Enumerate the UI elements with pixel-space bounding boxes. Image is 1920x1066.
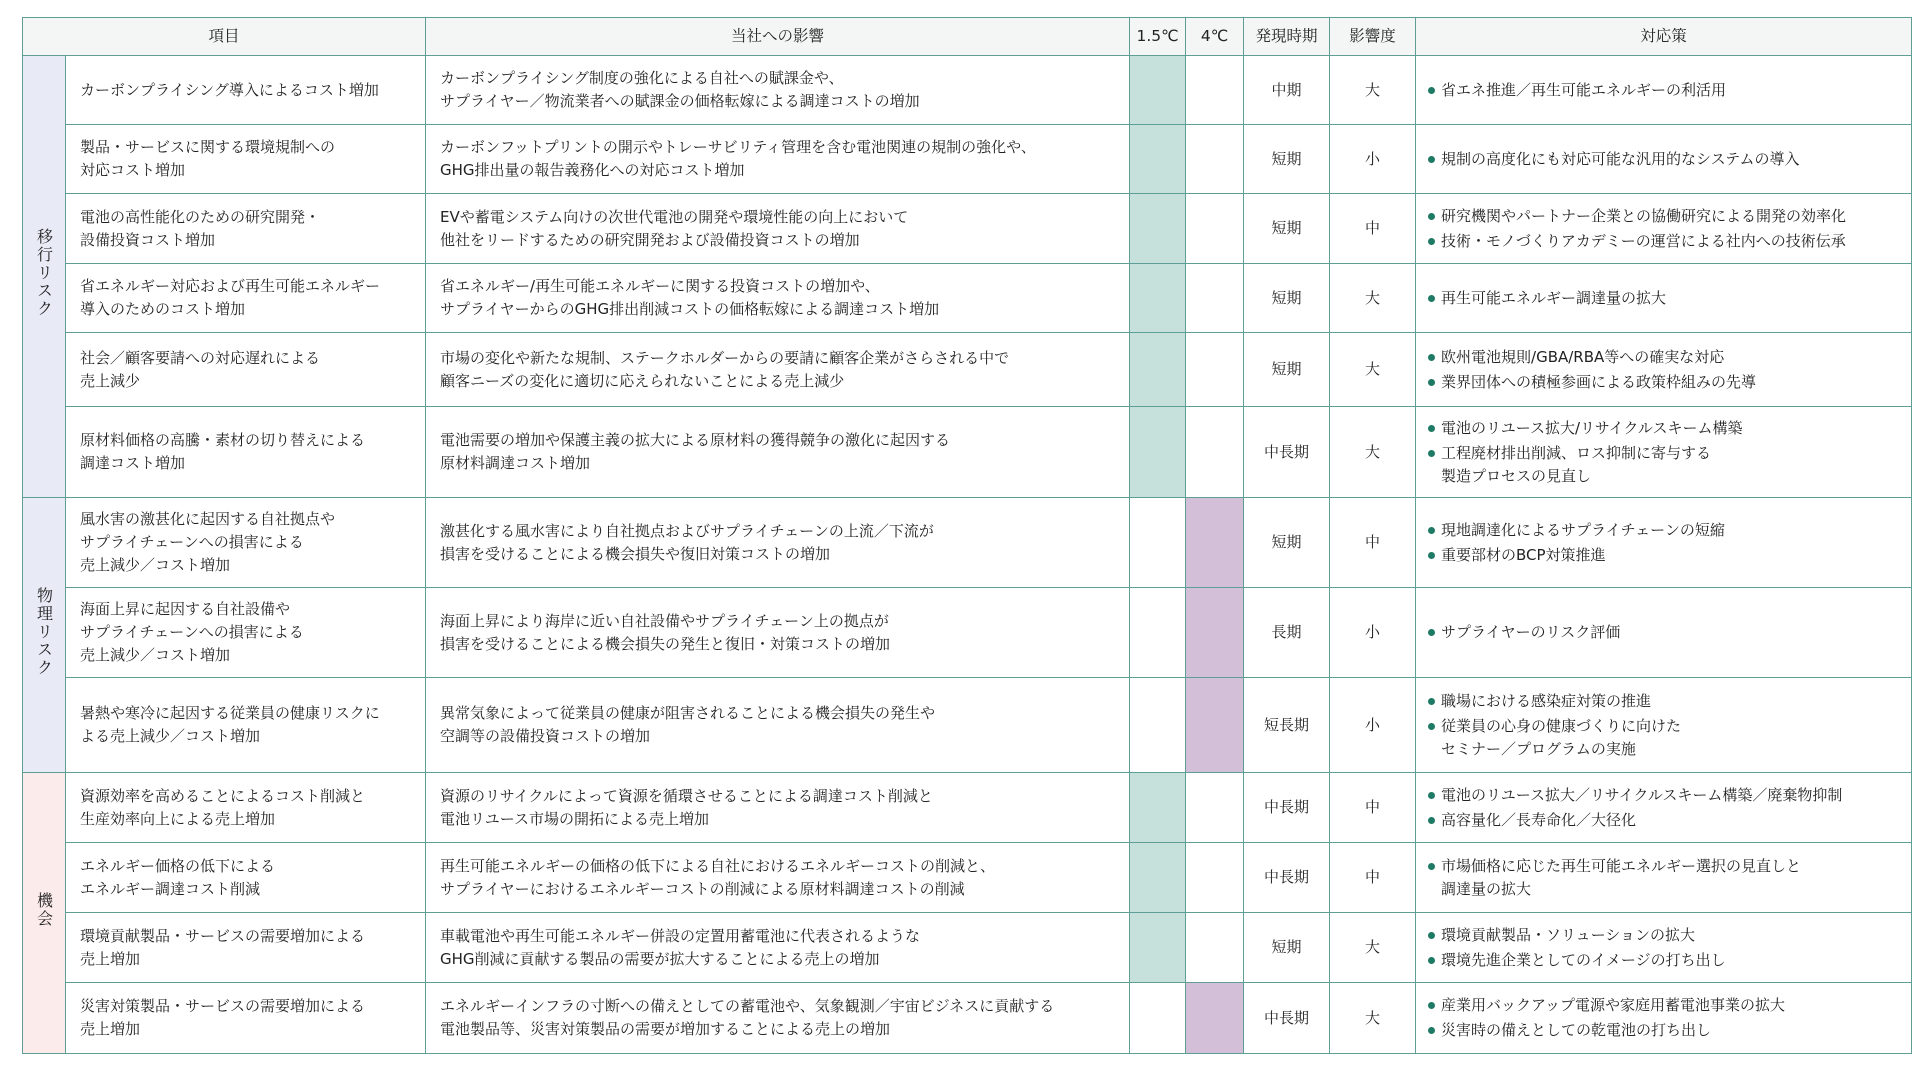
table-row [23, 56, 1912, 125]
degree-cell: 小 [1330, 588, 1416, 678]
scenario-4-marked [1186, 678, 1244, 773]
scenario-1-5-marked [1130, 407, 1186, 498]
measure-item [1428, 690, 1907, 713]
measures-cell [1416, 56, 1912, 125]
timing-cell: 中長期 [1244, 983, 1330, 1054]
measure-text: 重要部材のBCP対策推進 [1441, 545, 1606, 564]
table-row [23, 913, 1912, 983]
measure-text: 高容量化／長寿命化／大径化 [1441, 810, 1637, 829]
scenario-1-5-marked [1130, 264, 1186, 333]
item-text: 環境貢献製品・サービスの需要増加による 売上増加 [80, 926, 366, 968]
bullet-icon [1428, 354, 1435, 361]
measures-cell [1416, 498, 1912, 588]
item-text: 風水害の激甚化に起因する自社拠点や サプライチェーンへの損害による 売上減少／コスト増加 [80, 510, 336, 574]
measure-item [1428, 371, 1907, 394]
measure-item [1428, 1019, 1907, 1042]
item-text: 製品・サービスに関する環境規制への 対応コスト増加 [80, 138, 336, 179]
scenario-1-5-marked [1130, 773, 1186, 843]
timing-cell: 長期 [1244, 588, 1330, 678]
timing-cell: 中長期 [1244, 407, 1330, 498]
impact-text: 激甚化する風水害により自社拠点およびサプライチェーンの上流／下流が 損害を受けることによる機会損失や復旧対策コストの増加 [440, 521, 934, 563]
category-cell [23, 773, 66, 1054]
timing-cell: 短長期 [1244, 678, 1330, 773]
measures-cell [1416, 773, 1912, 843]
scenario-1-5-empty [1130, 498, 1186, 588]
scenario-1-5-marked [1130, 913, 1186, 983]
degree-cell: 大 [1330, 407, 1416, 498]
measure-item [1428, 287, 1907, 310]
item-cell [66, 678, 426, 773]
bullet-icon [1428, 723, 1435, 730]
measure-item [1428, 417, 1907, 440]
header-measures: 対応策 [1416, 18, 1912, 56]
measure-text: 研究機関やパートナー企業との協働研究による開発の効率化 [1441, 206, 1847, 225]
measure-item [1428, 346, 1907, 369]
degree-cell: 大 [1330, 264, 1416, 333]
impact-text: EVや蓄電システム向けの次世代電池の開発や環境性能の向上において 他社をリードするための研究開発および設備投資コストの増加 [440, 207, 909, 249]
impact-cell [426, 498, 1130, 588]
item-cell [66, 913, 426, 983]
bullet-icon [1428, 379, 1435, 386]
degree-cell: 中 [1330, 843, 1416, 913]
timing-cell: 中長期 [1244, 773, 1330, 843]
impact-text: エネルギーインフラの寸断への備えとしての蓄電池や、気象観測／宇宙ビジネスに貢献する 電池製品等、災害対策製品の需要が増加することによる売上の増加 [440, 997, 1055, 1038]
table-body [23, 56, 1912, 1054]
measure-text: 環境先進企業としてのイメージの打ち出し [1441, 950, 1726, 969]
impact-text: 市場の変化や新たな規制、ステークホルダーからの要請に顧客企業がさらされる中で 顧客ニーズの変化に適切に応えられないことによる売上減少 [440, 348, 1010, 390]
bullet-icon [1428, 527, 1435, 534]
measure-item [1428, 544, 1907, 567]
measure-text: 環境貢献製品・ソリューションの拡大 [1441, 925, 1695, 944]
table-row [23, 194, 1912, 264]
degree-cell: 大 [1330, 913, 1416, 983]
measures-cell [1416, 125, 1912, 194]
measures-cell [1416, 678, 1912, 773]
item-text: 原材料価格の高騰・素材の切り替えによる 調達コスト増加 [80, 431, 366, 472]
measure-text: 再生可能エネルギー調達量の拡大 [1441, 288, 1667, 307]
measures-cell [1416, 264, 1912, 333]
item-cell [66, 125, 426, 194]
degree-cell: 大 [1330, 56, 1416, 125]
scenario-4-empty [1186, 264, 1244, 333]
bullet-icon [1428, 213, 1435, 220]
timing-cell: 中長期 [1244, 843, 1330, 913]
measure-item [1428, 442, 1907, 488]
category-label: 機会 [34, 891, 54, 928]
table-row [23, 125, 1912, 194]
scenario-4-empty [1186, 194, 1244, 264]
item-text: カーボンプライシング導入によるコスト増加 [80, 80, 379, 99]
table-row [23, 407, 1912, 498]
measure-text: サプライヤーのリスク評価 [1441, 623, 1621, 641]
timing-cell: 短期 [1244, 264, 1330, 333]
impact-text: 海面上昇により海岸に近い自社設備やサプライチェーン上の拠点が 損害を受けることによる機会損失の発生と復旧・対策コストの増加 [440, 611, 891, 653]
bullet-icon [1428, 87, 1435, 94]
measure-item [1428, 924, 1907, 947]
item-text: 暑熱や寒冷に起因する従業員の健康リスクに よる売上減少／コスト増加 [80, 704, 380, 745]
measure-text: 業界団体への積極参画による政策枠組みの先導 [1441, 372, 1757, 391]
scenario-1-5-empty [1130, 588, 1186, 678]
header-impact: 当社への影響 [426, 18, 1130, 56]
item-cell [66, 407, 426, 498]
header-scenario-1-5: 1.5℃ [1130, 18, 1186, 56]
measure-text: 規制の高度化にも対応可能な汎用的なシステムの導入 [1441, 149, 1800, 168]
item-cell [66, 194, 426, 264]
impact-cell [426, 588, 1130, 678]
impact-cell [426, 194, 1130, 264]
bullet-icon [1428, 238, 1435, 245]
measures-cell [1416, 983, 1912, 1054]
scenario-4-marked [1186, 588, 1244, 678]
measure-text: 市場価格に応じた再生可能エネルギー選択の見直しと 調達量の拡大 [1441, 856, 1802, 898]
scenario-4-empty [1186, 773, 1244, 843]
impact-cell [426, 125, 1130, 194]
degree-cell: 中 [1330, 498, 1416, 588]
category-label: 物理リスク [34, 586, 54, 677]
measure-text: 電池のリユース拡大／リサイクルスキーム構築／廃棄物抑制 [1441, 785, 1843, 804]
impact-cell [426, 983, 1130, 1054]
impact-cell [426, 56, 1130, 125]
scenario-1-5-empty [1130, 983, 1186, 1054]
measure-text: 電池のリユース拡大/リサイクルスキーム構築 [1441, 418, 1743, 437]
measure-text: 技術・モノづくりアカデミーの運営による社内への技術伝承 [1441, 231, 1846, 250]
measure-item [1428, 715, 1907, 761]
measure-item [1428, 230, 1907, 253]
item-cell [66, 983, 426, 1054]
scenario-4-empty [1186, 407, 1244, 498]
measure-text: 欧州電池規則/GBA/RBA等への確実な対応 [1441, 347, 1725, 366]
item-cell [66, 56, 426, 125]
header-degree: 影響度 [1330, 18, 1416, 56]
item-cell [66, 843, 426, 913]
bullet-icon [1428, 1002, 1435, 1009]
scenario-1-5-marked [1130, 125, 1186, 194]
degree-cell: 大 [1330, 333, 1416, 407]
item-text: 海面上昇に起因する自社設備や サプライチェーンへの損害による 売上減少／コスト増加 [80, 600, 304, 664]
item-text: 省エネルギー対応および再生可能エネルギー 導入のためのコスト増加 [80, 277, 381, 318]
measures-cell [1416, 588, 1912, 678]
scenario-4-empty [1186, 125, 1244, 194]
measures-cell [1416, 333, 1912, 407]
measure-text: 災害時の備えとしての乾電池の打ち出し [1441, 1021, 1712, 1039]
impact-cell [426, 333, 1130, 407]
measure-text: 現地調達化によるサプライチェーンの短縮 [1441, 520, 1725, 539]
table-row [23, 678, 1912, 773]
measures-cell [1416, 407, 1912, 498]
climate-risk-opportunity-table [22, 17, 1912, 1054]
item-cell [66, 498, 426, 588]
scenario-4-empty [1186, 333, 1244, 407]
measures-cell [1416, 843, 1912, 913]
table-row [23, 264, 1912, 333]
measures-cell [1416, 194, 1912, 264]
measure-item [1428, 855, 1907, 901]
bullet-icon [1428, 295, 1435, 302]
category-cell [23, 498, 66, 773]
category-cell [23, 56, 66, 498]
impact-text: 車載電池や再生可能エネルギー併設の定置用蓄電池に代表されるような GHG削減に貢献する製品の需要が拡大することによる売上の増加 [440, 926, 921, 968]
measure-item [1428, 809, 1907, 832]
impact-text: 電池需要の増加や保護主義の拡大による原材料の獲得競争の激化に起因する 原材料調達コスト増加 [440, 431, 951, 472]
measure-text: 従業員の心身の健康づくりに向けた セミナー／プログラムの実施 [1441, 716, 1682, 758]
degree-cell: 小 [1330, 678, 1416, 773]
timing-cell: 短期 [1244, 498, 1330, 588]
table-row [23, 843, 1912, 913]
timing-cell: 短期 [1244, 194, 1330, 264]
bullet-icon [1428, 425, 1435, 432]
degree-cell: 中 [1330, 773, 1416, 843]
scenario-1-5-marked [1130, 56, 1186, 125]
bullet-icon [1428, 792, 1435, 799]
impact-cell [426, 913, 1130, 983]
impact-cell [426, 843, 1130, 913]
item-text: 災害対策製品・サービスの需要増加による 売上増加 [80, 997, 366, 1038]
impact-text: 異常気象によって従業員の健康が阻害されることによる機会損失の発生や 空調等の設備投資コストの増加 [440, 704, 936, 745]
degree-cell: 中 [1330, 194, 1416, 264]
bullet-icon [1428, 932, 1435, 939]
header-scenario-4: 4℃ [1186, 18, 1244, 56]
measure-text: 工程廃材排出削減、ロス抑制に寄与する 製造プロセスの見直し [1441, 443, 1712, 485]
bullet-icon [1428, 552, 1435, 559]
table-row [23, 498, 1912, 588]
impact-cell [426, 678, 1130, 773]
item-cell [66, 333, 426, 407]
timing-cell: 短期 [1244, 913, 1330, 983]
scenario-4-marked [1186, 983, 1244, 1054]
bullet-icon [1428, 957, 1435, 964]
bullet-icon [1428, 156, 1435, 163]
timing-cell: 短期 [1244, 333, 1330, 407]
table-row [23, 333, 1912, 407]
table-row [23, 773, 1912, 843]
measure-text: 省エネ推進／再生可能エネルギーの利活用 [1441, 80, 1727, 99]
impact-cell [426, 407, 1130, 498]
header-timing: 発現時期 [1244, 18, 1330, 56]
measure-item [1428, 994, 1907, 1017]
timing-cell: 中期 [1244, 56, 1330, 125]
item-text: 資源効率を高めることによるコスト削減と 生産効率向上による売上増加 [80, 786, 366, 828]
measure-item [1428, 79, 1907, 102]
degree-cell: 小 [1330, 125, 1416, 194]
scenario-1-5-marked [1130, 333, 1186, 407]
item-text: 電池の高性能化のための研究開発・ 設備投資コスト増加 [80, 207, 321, 249]
impact-text: カーボンフットプリントの開示やトレーサビリティ管理を含む電池関連の規制の強化や、 GHG排出量の報告義務化への対応コスト増加 [440, 138, 1036, 179]
impact-text: 再生可能エネルギーの価格の低下による自社におけるエネルギーコストの削減と、 サプライヤーにおけるエネルギーコストの削減による原材料調達コストの削減 [440, 856, 996, 898]
measure-text: 産業用バックアップ電源や家庭用蓄電池事業の拡大 [1441, 996, 1785, 1014]
scenario-1-5-empty [1130, 678, 1186, 773]
header-item: 項目 [23, 18, 426, 56]
scenario-1-5-marked [1130, 843, 1186, 913]
measure-item [1428, 784, 1907, 807]
measure-item [1428, 205, 1907, 228]
bullet-icon [1428, 817, 1435, 824]
bullet-icon [1428, 698, 1435, 705]
header-row [23, 18, 1912, 56]
bullet-icon [1428, 863, 1435, 870]
bullet-icon [1428, 629, 1435, 636]
degree-cell: 大 [1330, 983, 1416, 1054]
bullet-icon [1428, 450, 1435, 457]
measure-item [1428, 148, 1907, 171]
scenario-4-empty [1186, 913, 1244, 983]
measure-item [1428, 519, 1907, 542]
timing-cell: 短期 [1244, 125, 1330, 194]
table-row [23, 983, 1912, 1054]
category-label: 移行リスク [34, 228, 54, 318]
scenario-4-marked [1186, 498, 1244, 588]
measure-item [1428, 621, 1907, 644]
scenario-4-empty [1186, 56, 1244, 125]
impact-text: 資源のリサイクルによって資源を循環させることによる調達コスト削減と 電池リユース市場の開拓による売上増加 [440, 786, 933, 828]
measure-item [1428, 949, 1907, 972]
table-row [23, 588, 1912, 678]
bullet-icon [1428, 1027, 1435, 1034]
measure-text: 職場における感染症対策の推進 [1441, 691, 1652, 710]
impact-cell [426, 264, 1130, 333]
item-cell [66, 588, 426, 678]
item-cell [66, 773, 426, 843]
item-text: エネルギー価格の低下による エネルギー調達コスト削減 [80, 856, 276, 898]
measures-cell [1416, 913, 1912, 983]
scenario-1-5-marked [1130, 194, 1186, 264]
item-cell [66, 264, 426, 333]
item-text: 社会／顧客要請への対応遅れによる 売上減少 [80, 348, 321, 390]
impact-text: カーボンプライシング制度の強化による自社への賦課金や、 サプライヤー／物流業者への賦課金の価格転嫁による調達コストの増加 [440, 69, 920, 110]
scenario-4-empty [1186, 843, 1244, 913]
impact-cell [426, 773, 1130, 843]
impact-text: 省エネルギー/再生可能エネルギーに関する投資コストの増加や、 サプライヤーからのGHG排出削減コストの価格転嫁による調達コスト増加 [440, 277, 940, 318]
